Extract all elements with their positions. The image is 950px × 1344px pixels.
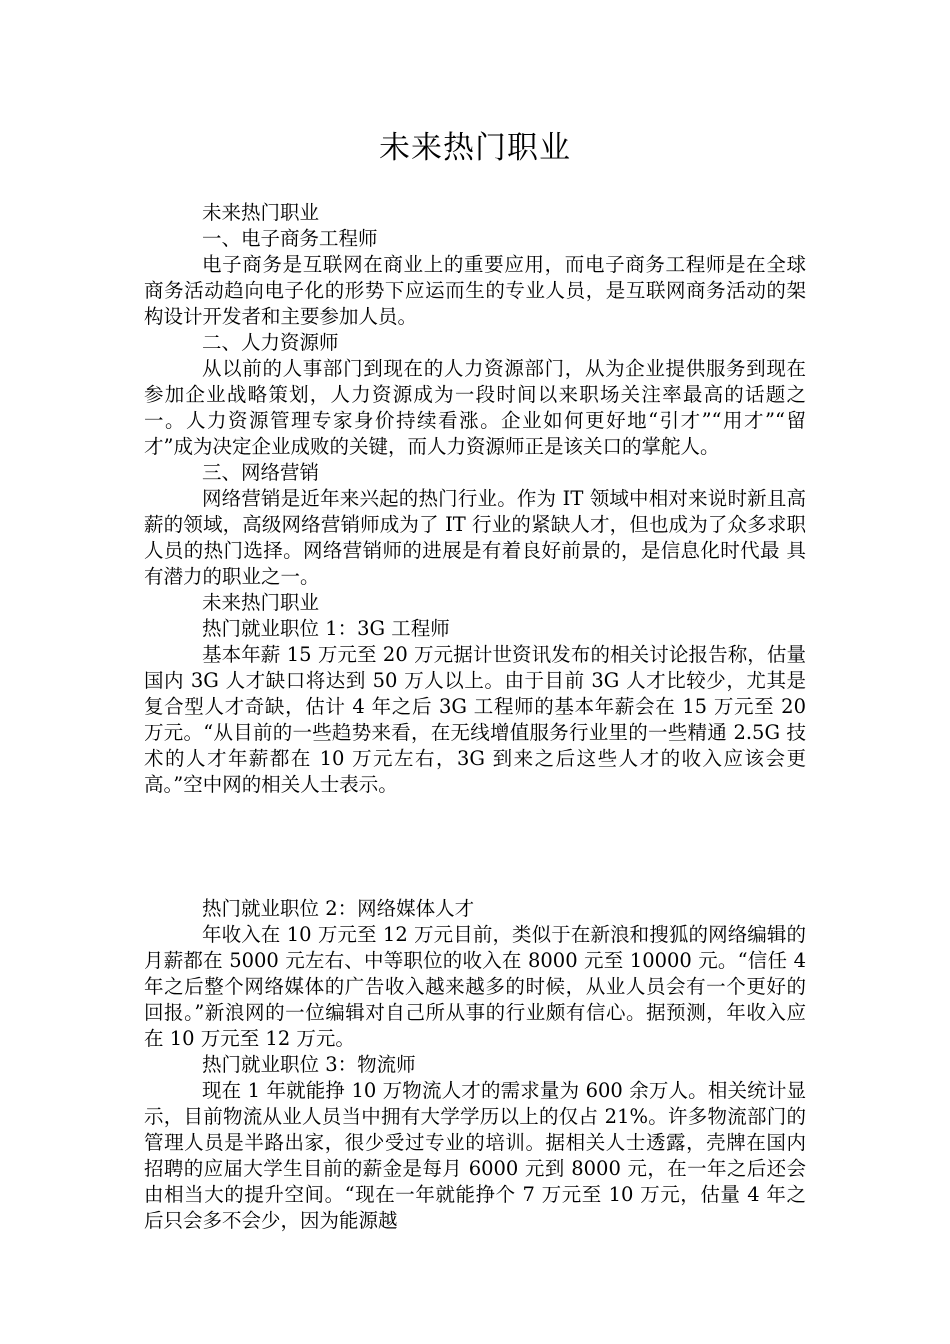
body-text-block-1 [144, 200, 806, 798]
section-heading: 热门就业职位 2：网络媒体人才 [202, 897, 475, 920]
paragraph: 基本年薪 15 万元至 20 万元据计世资讯发布的相关讨论报告称，估量国内 3G 人才缺口将达到 50 万人以上。由于目前 3G 人才比较少，尤其是复合型人才奇缺，估计 4 年之后 3G 工程师的基本年薪会在 15 万元至 20 万元。“从目前的一些趋势来看，在无线增值服务行业里的一些精通 2.5G 技术的人才年薪都在 10 万元左右，3G 到来之后这些人才的收入应该会更高。”空中网的相关人士表示。 [144, 643, 806, 796]
paragraph: 电子商务是互联网在商业上的重要应用，而电子商务工程师是在全球商务活动趋向电子化的形势下应运而生的专业人员，是互联网商务活动的架构设计开发者和主要参加人员。 [144, 253, 806, 328]
section-heading: 一、电子商务工程师 [202, 227, 378, 250]
paragraph: 现在 1 年就能挣 10 万物流人才的需求量为 600 余万人。相关统计显示，目前物流从业人员当中拥有大学学历以上的仅占 21%。许多物流部门的管理人员是半路出家，很少受过专业的培训。据相关人士透露，壳牌在国内招聘的应届大学生目前的薪金是每月 6000 元到 8000 元，在一年之后还会由相当大的提升空间。“现在一年就能挣个 7 万元至 10 万元，估量 4 年之后只会多不会少，因为能源越 [144, 1079, 806, 1232]
body-text-block-2 [144, 896, 806, 1234]
document-title: 未来热门职业 [379, 130, 571, 166]
section-heading: 热门就业职位 3：物流师 [202, 1053, 416, 1076]
section-heading: 三、网络营销 [202, 461, 320, 484]
paragraph: 未来热门职业 [202, 201, 320, 224]
paragraph: 年收入在 10 万元至 12 万元目前，类似于在新浪和搜狐的网络编辑的月薪都在 5000 元左右、中等职位的收入在 8000 元至 10000 元。“信任 4 年之后整个网络媒体的广告收入越来越多的时候，从业人员会有一个更好的回报。”新浪网的一位编辑对自己所从事的行业颇有信心。据预测，年收入应在 10 万元至 12 万元。 [144, 923, 806, 1050]
paragraph: 从以前的人事部门到现在的人力资源部门，从为企业提供服务到现在参加企业战略策划，人力资源成为一段时间以来职场关注率最高的话题之一。人力资源管理专家身价持续看涨。企业如何更好地“引才”“用才”“留才”成为决定企业成败的关键，而人力资源师正是该关口的掌舵人。 [144, 357, 806, 458]
section-heading: 未来热门职业 [202, 591, 320, 614]
paragraph: 网络营销是近年来兴起的热门行业。作为 IT 领域中相对来说时新且高薪的领域，高级网络营销师成为了 IT 行业的紧缺人才，但也成为了众多求职人员的热门选择。网络营销师的进展是有着良好前景的，是信息化时代最 具有潜力的职业之一。 [144, 487, 806, 588]
section-heading: 二、人力资源师 [202, 331, 339, 354]
section-heading: 热门就业职位 1：3G 工程师 [202, 617, 450, 640]
